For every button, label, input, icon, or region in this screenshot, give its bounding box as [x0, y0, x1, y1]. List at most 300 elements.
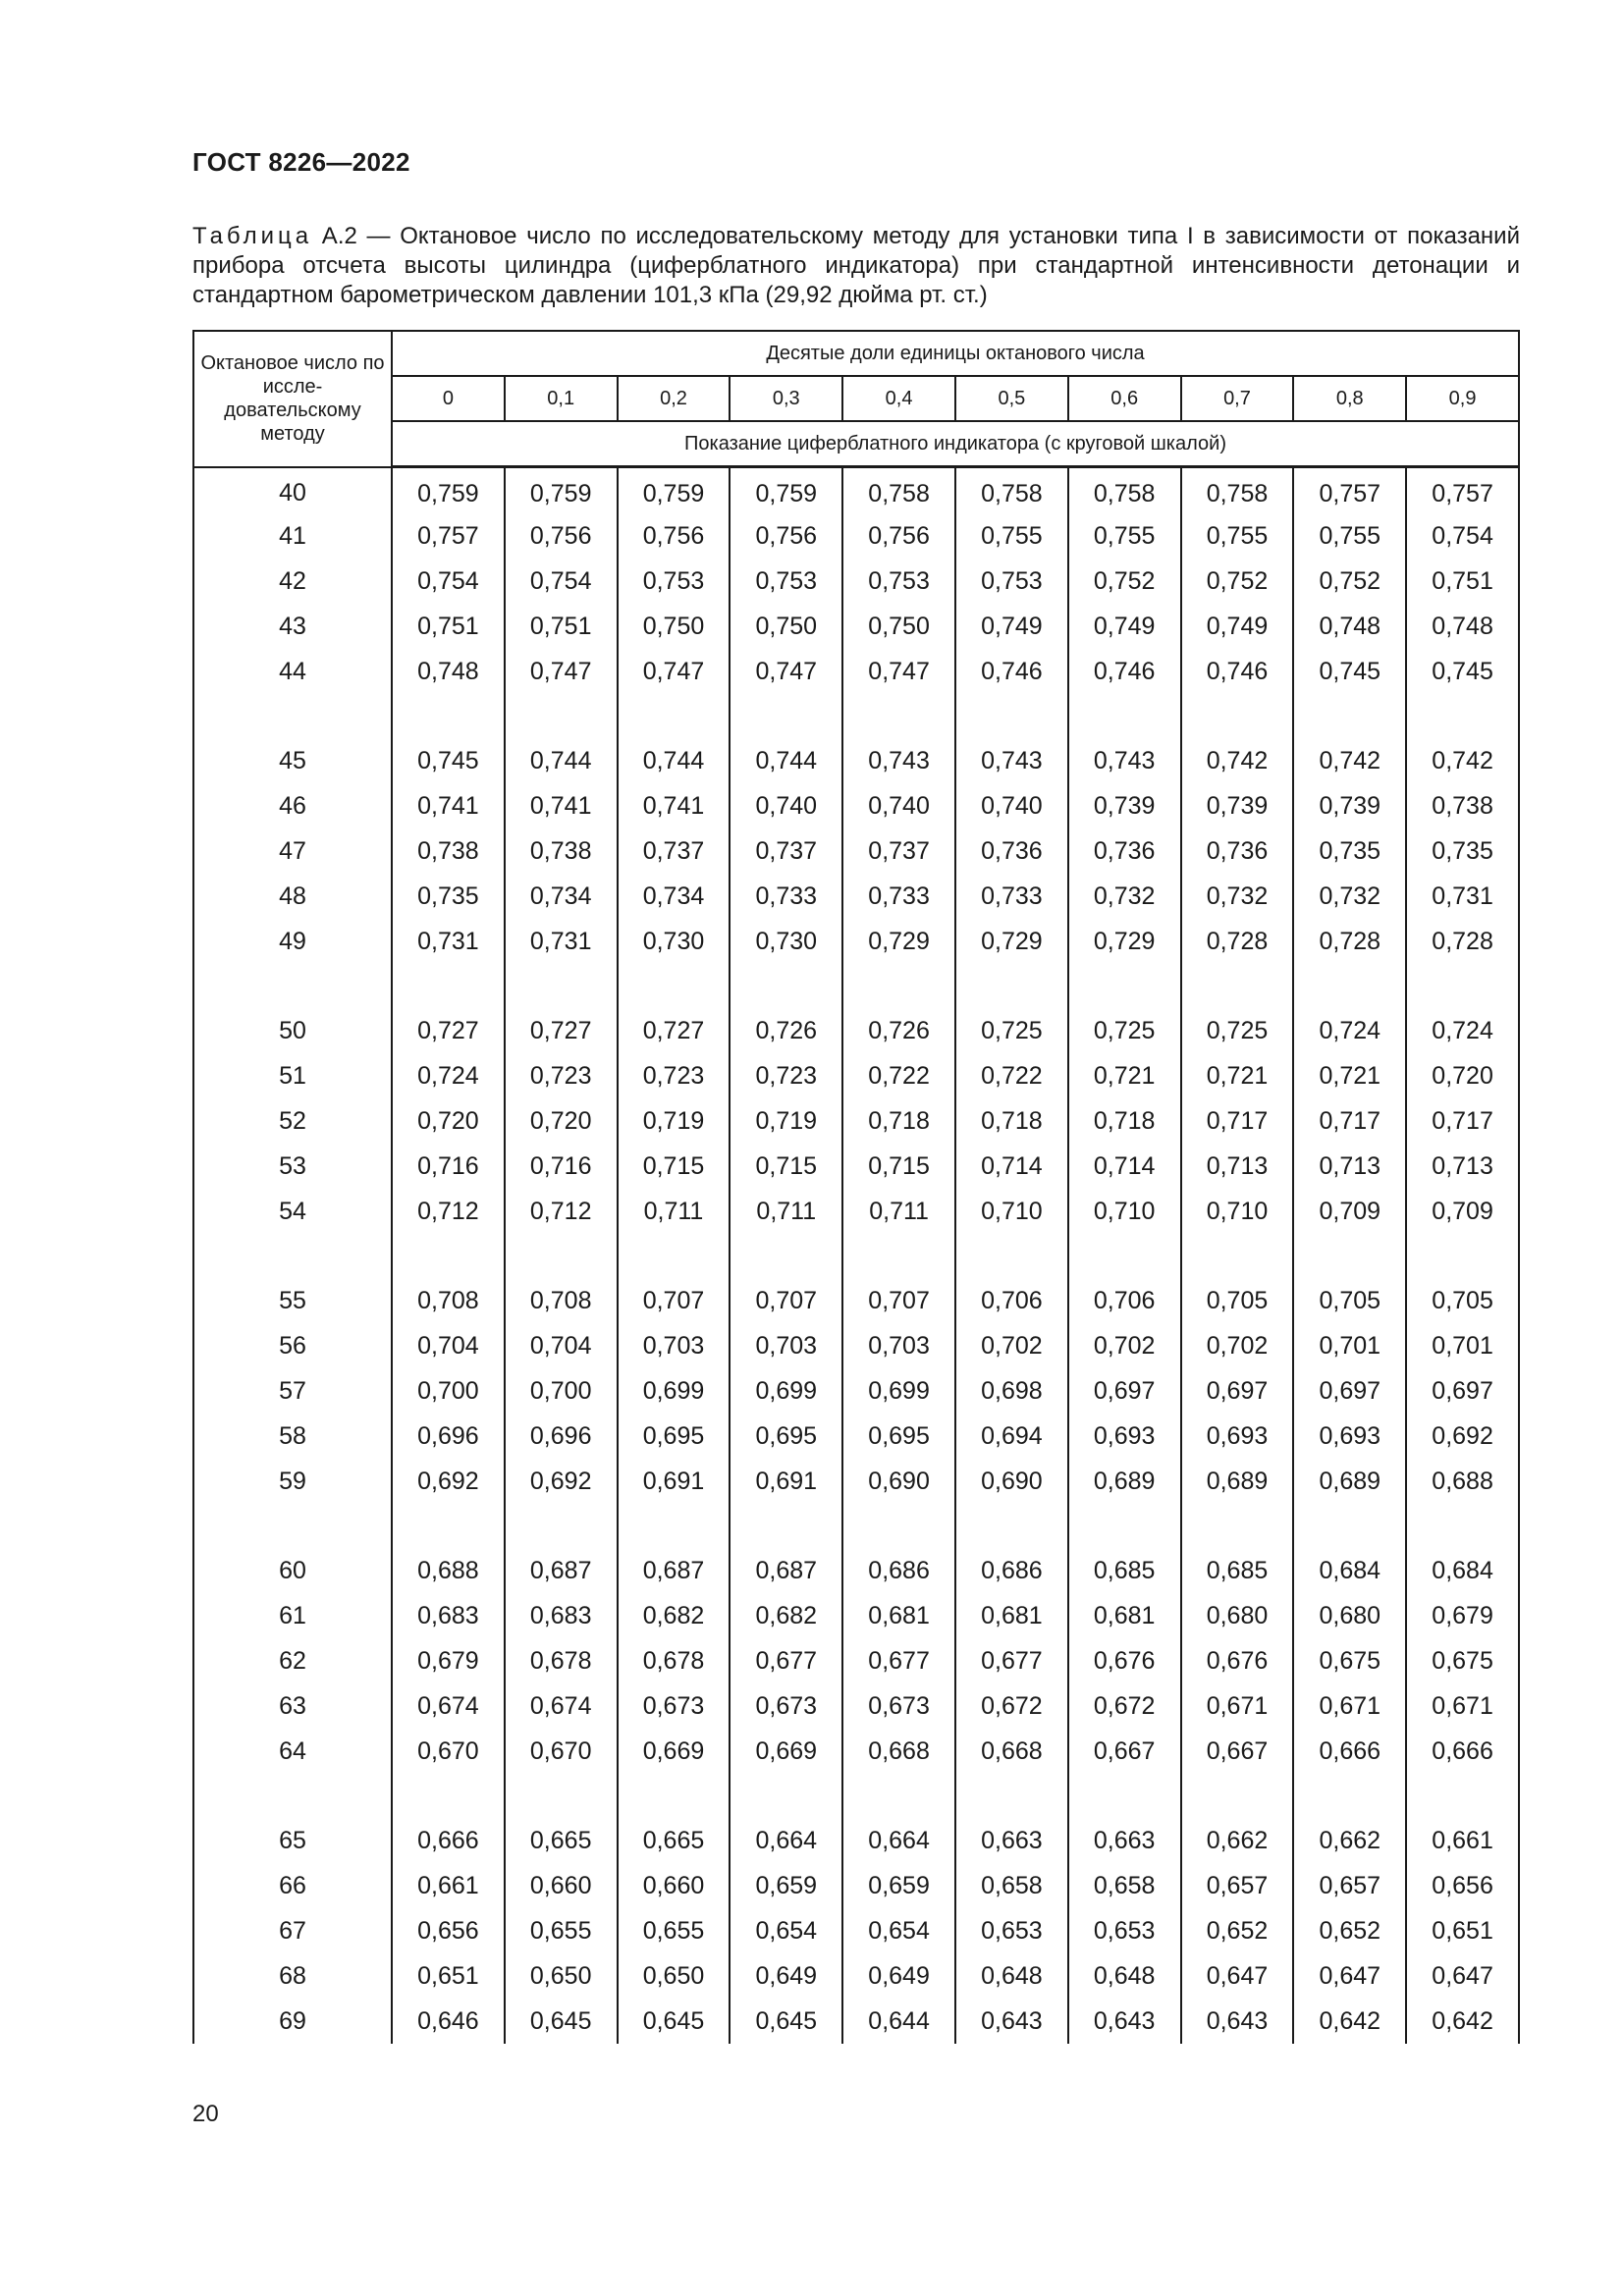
indicator-value-cell: 0,701	[1406, 1323, 1519, 1368]
octane-cell: 54	[193, 1189, 392, 1234]
indicator-value-cell: 0,736	[955, 828, 1068, 874]
indicator-value-cell: 0,680	[1181, 1593, 1294, 1638]
indicator-value-cell: 0,737	[618, 828, 731, 874]
indicator-value-cell: 0,728	[1181, 919, 1294, 964]
indicator-value-cell: 0,738	[505, 828, 618, 874]
indicator-value-cell: 0,733	[842, 874, 955, 919]
indicator-value-cell: 0,693	[1068, 1414, 1181, 1459]
indicator-value-cell: 0,747	[842, 649, 955, 694]
indicator-value-cell: 0,685	[1181, 1548, 1294, 1593]
octane-cell: 53	[193, 1144, 392, 1189]
indicator-value-cell: 0,758	[1181, 467, 1294, 514]
table-row	[193, 738, 1519, 783]
indicator-value-cell: 0,705	[1406, 1278, 1519, 1323]
spacer-cell	[955, 694, 1068, 738]
fraction-header-1: 0,1	[505, 376, 618, 421]
indicator-value-cell: 0,645	[730, 1999, 842, 2044]
indicator-value-cell: 0,741	[618, 783, 731, 828]
indicator-value-cell: 0,752	[1293, 559, 1406, 604]
indicator-value-cell: 0,645	[618, 1999, 731, 2044]
indicator-value-cell: 0,700	[392, 1368, 505, 1414]
indicator-value-cell: 0,703	[618, 1323, 731, 1368]
spacer-cell	[618, 1234, 731, 1278]
indicator-value-cell: 0,671	[1406, 1683, 1519, 1729]
octane-cell: 64	[193, 1729, 392, 1774]
indicator-value-cell: 0,729	[842, 919, 955, 964]
spacer-cell	[505, 1504, 618, 1548]
indicator-value-cell: 0,650	[505, 1953, 618, 1999]
indicator-value-cell: 0,692	[1406, 1414, 1519, 1459]
indicator-value-cell: 0,729	[955, 919, 1068, 964]
indicator-value-cell: 0,662	[1181, 1818, 1294, 1863]
indicator-value-cell: 0,704	[505, 1323, 618, 1368]
table-row	[193, 1863, 1519, 1908]
indicator-value-cell: 0,740	[955, 783, 1068, 828]
spacer-cell	[618, 1774, 731, 1818]
indicator-value-cell: 0,684	[1406, 1548, 1519, 1593]
indicator-value-cell: 0,757	[1406, 467, 1519, 514]
indicator-value-cell: 0,755	[955, 513, 1068, 559]
spacer-cell	[1068, 964, 1181, 1008]
indicator-value-cell: 0,674	[505, 1683, 618, 1729]
indicator-value-cell: 0,743	[842, 738, 955, 783]
indicator-value-cell: 0,675	[1406, 1638, 1519, 1683]
spacer-cell	[955, 964, 1068, 1008]
octane-cell: 47	[193, 828, 392, 874]
indicator-value-cell: 0,664	[730, 1818, 842, 1863]
indicator-value-cell: 0,735	[1406, 828, 1519, 874]
indicator-value-cell: 0,725	[1181, 1008, 1294, 1053]
indicator-value-cell: 0,743	[955, 738, 1068, 783]
indicator-value-cell: 0,667	[1068, 1729, 1181, 1774]
spacer-cell	[842, 1234, 955, 1278]
group-spacer	[193, 694, 1519, 738]
indicator-value-cell: 0,643	[955, 1999, 1068, 2044]
indicator-value-cell: 0,713	[1406, 1144, 1519, 1189]
octane-cell: 60	[193, 1548, 392, 1593]
indicator-value-cell: 0,702	[1181, 1323, 1294, 1368]
spacer-cell	[1068, 1774, 1181, 1818]
indicator-value-cell: 0,698	[955, 1368, 1068, 1414]
indicator-value-cell: 0,658	[955, 1863, 1068, 1908]
indicator-value-cell: 0,754	[505, 559, 618, 604]
fraction-header-row	[193, 376, 1519, 421]
indicator-value-cell: 0,692	[505, 1459, 618, 1504]
fraction-header-3: 0,3	[730, 376, 842, 421]
indicator-value-cell: 0,685	[1068, 1548, 1181, 1593]
table-row	[193, 1459, 1519, 1504]
indicator-value-cell: 0,738	[392, 828, 505, 874]
spacer-cell	[842, 964, 955, 1008]
indicator-value-cell: 0,678	[618, 1638, 731, 1683]
spacer-cell	[842, 1504, 955, 1548]
indicator-value-cell: 0,644	[842, 1999, 955, 2044]
octane-cell: 44	[193, 649, 392, 694]
indicator-value-cell: 0,699	[842, 1368, 955, 1414]
indicator-value-cell: 0,719	[618, 1098, 731, 1144]
octane-cell: 42	[193, 559, 392, 604]
table-row	[193, 874, 1519, 919]
indicator-value-cell: 0,724	[1293, 1008, 1406, 1053]
octane-cell: 63	[193, 1683, 392, 1729]
indicator-value-cell: 0,695	[618, 1414, 731, 1459]
indicator-value-cell: 0,690	[842, 1459, 955, 1504]
indicator-value-cell: 0,691	[618, 1459, 731, 1504]
indicator-value-cell: 0,666	[1406, 1729, 1519, 1774]
indicator-value-cell: 0,687	[730, 1548, 842, 1593]
spacer-cell	[1181, 964, 1294, 1008]
indicator-value-cell: 0,745	[1293, 649, 1406, 694]
indicator-value-cell: 0,672	[1068, 1683, 1181, 1729]
indicator-value-cell: 0,667	[1181, 1729, 1294, 1774]
indicator-value-cell: 0,727	[392, 1008, 505, 1053]
indicator-value-cell: 0,713	[1293, 1144, 1406, 1189]
indicator-value-cell: 0,674	[392, 1683, 505, 1729]
indicator-value-cell: 0,737	[842, 828, 955, 874]
spacer-cell	[193, 694, 392, 738]
spacer-cell	[730, 1774, 842, 1818]
indicator-value-cell: 0,752	[1181, 559, 1294, 604]
indicator-value-cell: 0,695	[730, 1414, 842, 1459]
indicator-value-cell: 0,759	[618, 467, 731, 514]
indicator-value-cell: 0,719	[730, 1098, 842, 1144]
spacer-cell	[1406, 1774, 1519, 1818]
indicator-value-cell: 0,742	[1406, 738, 1519, 783]
indicator-value-cell: 0,728	[1293, 919, 1406, 964]
table-row	[193, 1189, 1519, 1234]
indicator-value-cell: 0,756	[505, 513, 618, 559]
indicator-value-cell: 0,705	[1293, 1278, 1406, 1323]
indicator-value-cell: 0,747	[618, 649, 731, 694]
indicator-value-cell: 0,744	[505, 738, 618, 783]
indicator-value-cell: 0,661	[392, 1863, 505, 1908]
spacer-cell	[842, 694, 955, 738]
octane-cell: 61	[193, 1593, 392, 1638]
indicator-value-cell: 0,720	[1406, 1053, 1519, 1098]
table-row	[193, 1729, 1519, 1774]
indicator-value-cell: 0,650	[618, 1953, 731, 1999]
indicator-value-cell: 0,750	[730, 604, 842, 649]
indicator-value-cell: 0,745	[392, 738, 505, 783]
indicator-value-cell: 0,676	[1068, 1638, 1181, 1683]
indicator-value-cell: 0,758	[1068, 467, 1181, 514]
indicator-value-cell: 0,679	[1406, 1593, 1519, 1638]
octane-cell: 58	[193, 1414, 392, 1459]
table-row	[193, 1999, 1519, 2044]
indicator-value-cell: 0,702	[1068, 1323, 1181, 1368]
indicator-value-cell: 0,734	[505, 874, 618, 919]
indicator-value-cell: 0,697	[1293, 1368, 1406, 1414]
indicator-value-cell: 0,740	[842, 783, 955, 828]
indicator-value-cell: 0,731	[1406, 874, 1519, 919]
indicator-value-cell: 0,655	[618, 1908, 731, 1953]
indicator-value-cell: 0,718	[842, 1098, 955, 1144]
indicator-value-cell: 0,670	[505, 1729, 618, 1774]
indicator-value-cell: 0,749	[955, 604, 1068, 649]
indicator-value-cell: 0,673	[842, 1683, 955, 1729]
indicator-value-cell: 0,731	[505, 919, 618, 964]
indicator-value-cell: 0,699	[730, 1368, 842, 1414]
indicator-value-cell: 0,755	[1293, 513, 1406, 559]
table-row	[193, 1953, 1519, 1999]
indicator-value-cell: 0,679	[392, 1638, 505, 1683]
octane-cell: 50	[193, 1008, 392, 1053]
indicator-value-cell: 0,688	[392, 1548, 505, 1593]
indicator-value-cell: 0,697	[1068, 1368, 1181, 1414]
table-row	[193, 467, 1519, 514]
indicator-value-cell: 0,747	[730, 649, 842, 694]
indicator-value-cell: 0,651	[1406, 1908, 1519, 1953]
indicator-value-cell: 0,666	[392, 1818, 505, 1863]
indicator-value-cell: 0,662	[1293, 1818, 1406, 1863]
indicator-value-cell: 0,717	[1406, 1098, 1519, 1144]
spacer-cell	[193, 1774, 392, 1818]
indicator-value-cell: 0,717	[1293, 1098, 1406, 1144]
indicator-value-cell: 0,664	[842, 1818, 955, 1863]
table-row	[193, 1278, 1519, 1323]
indicator-value-cell: 0,703	[842, 1323, 955, 1368]
spacer-cell	[1181, 694, 1294, 738]
indicator-value-cell: 0,693	[1181, 1414, 1294, 1459]
indicator-value-cell: 0,705	[1181, 1278, 1294, 1323]
indicator-value-cell: 0,721	[1181, 1053, 1294, 1098]
indicator-value-cell: 0,671	[1293, 1683, 1406, 1729]
octane-cell: 66	[193, 1863, 392, 1908]
indicator-value-cell: 0,742	[1181, 738, 1294, 783]
indicator-value-cell: 0,691	[730, 1459, 842, 1504]
indicator-value-cell: 0,756	[842, 513, 955, 559]
indicator-value-cell: 0,721	[1293, 1053, 1406, 1098]
indicator-value-cell: 0,758	[842, 467, 955, 514]
indicator-value-cell: 0,747	[505, 649, 618, 694]
spacer-cell	[392, 694, 505, 738]
spacer-cell	[1293, 1774, 1406, 1818]
indicator-value-cell: 0,732	[1181, 874, 1294, 919]
indicator-value-cell: 0,678	[505, 1638, 618, 1683]
spacer-cell	[1406, 1234, 1519, 1278]
group-spacer	[193, 964, 1519, 1008]
indicator-value-cell: 0,755	[1181, 513, 1294, 559]
indicator-value-cell: 0,680	[1293, 1593, 1406, 1638]
spacer-cell	[1181, 1774, 1294, 1818]
indicator-value-cell: 0,759	[505, 467, 618, 514]
indicator-value-cell: 0,689	[1068, 1459, 1181, 1504]
indicator-value-cell: 0,711	[730, 1189, 842, 1234]
indicator-value-cell: 0,668	[955, 1729, 1068, 1774]
indicator-value-cell: 0,661	[1406, 1818, 1519, 1863]
spacer-cell	[618, 694, 731, 738]
spacer-cell	[1406, 1504, 1519, 1548]
indicator-value-cell: 0,647	[1181, 1953, 1294, 1999]
spacer-cell	[1293, 964, 1406, 1008]
indicator-value-cell: 0,655	[505, 1908, 618, 1953]
octane-cell: 69	[193, 1999, 392, 2044]
indicator-value-cell: 0,656	[392, 1908, 505, 1953]
indicator-value-cell: 0,714	[955, 1144, 1068, 1189]
spacer-cell	[392, 1504, 505, 1548]
group-spacer	[193, 1234, 1519, 1278]
indicator-value-cell: 0,714	[1068, 1144, 1181, 1189]
spacer-cell	[1068, 694, 1181, 738]
indicator-value-cell: 0,660	[505, 1863, 618, 1908]
indicator-value-cell: 0,746	[1181, 649, 1294, 694]
indicator-value-cell: 0,693	[1293, 1414, 1406, 1459]
indicator-value-cell: 0,652	[1181, 1908, 1294, 1953]
indicator-value-cell: 0,656	[1406, 1863, 1519, 1908]
indicator-value-cell: 0,753	[842, 559, 955, 604]
indicator-value-cell: 0,728	[1406, 919, 1519, 964]
indicator-value-cell: 0,751	[505, 604, 618, 649]
indicator-value-cell: 0,746	[955, 649, 1068, 694]
indicator-value-cell: 0,756	[730, 513, 842, 559]
indicator-value-cell: 0,759	[730, 467, 842, 514]
indicator-value-cell: 0,659	[842, 1863, 955, 1908]
octane-cell: 45	[193, 738, 392, 783]
indicator-value-cell: 0,677	[842, 1638, 955, 1683]
indicator-value-cell: 0,759	[392, 467, 505, 514]
indicator-value-cell: 0,718	[1068, 1098, 1181, 1144]
spacer-cell	[955, 1504, 1068, 1548]
indicator-value-cell: 0,681	[842, 1593, 955, 1638]
octane-cell: 40	[193, 467, 392, 514]
indicator-value-cell: 0,739	[1068, 783, 1181, 828]
spacer-cell	[618, 1504, 731, 1548]
indicator-value-cell: 0,649	[842, 1953, 955, 1999]
fraction-header-2: 0,2	[618, 376, 731, 421]
indicator-value-cell: 0,709	[1293, 1189, 1406, 1234]
indicator-value-cell: 0,695	[842, 1414, 955, 1459]
spacer-cell	[505, 964, 618, 1008]
table-row	[193, 1908, 1519, 1953]
indicator-value-cell: 0,703	[730, 1323, 842, 1368]
indicator-value-cell: 0,642	[1406, 1999, 1519, 2044]
indicator-value-cell: 0,725	[955, 1008, 1068, 1053]
table-row	[193, 559, 1519, 604]
indicator-value-cell: 0,749	[1068, 604, 1181, 649]
indicator-value-cell: 0,697	[1406, 1368, 1519, 1414]
indicator-value-cell: 0,692	[392, 1459, 505, 1504]
fraction-header-6: 0,6	[1068, 376, 1181, 421]
indicator-value-cell: 0,665	[618, 1818, 731, 1863]
indicator-value-cell: 0,683	[505, 1593, 618, 1638]
table-row	[193, 1323, 1519, 1368]
group-spacer	[193, 1504, 1519, 1548]
indicator-value-cell: 0,758	[955, 467, 1068, 514]
indicator-value-cell: 0,700	[505, 1368, 618, 1414]
indicator-value-cell: 0,681	[1068, 1593, 1181, 1638]
fraction-header-8: 0,8	[1293, 376, 1406, 421]
indicator-value-cell: 0,688	[1406, 1459, 1519, 1504]
indicator-value-cell: 0,729	[1068, 919, 1181, 964]
indicator-value-cell: 0,723	[618, 1053, 731, 1098]
spacer-cell	[193, 964, 392, 1008]
spacer-cell	[1068, 1234, 1181, 1278]
indicator-value-cell: 0,711	[618, 1189, 731, 1234]
indicator-header: Показание циферблатного индикатора (с круговой шкалой)	[392, 421, 1519, 467]
spacer-cell	[193, 1234, 392, 1278]
indicator-value-cell: 0,708	[392, 1278, 505, 1323]
spacer-cell	[1068, 1504, 1181, 1548]
indicator-value-cell: 0,677	[955, 1638, 1068, 1683]
indicator-value-cell: 0,687	[505, 1548, 618, 1593]
indicator-value-cell: 0,653	[1068, 1908, 1181, 1953]
indicator-value-cell: 0,682	[618, 1593, 731, 1638]
table-row	[193, 1638, 1519, 1683]
indicator-value-cell: 0,725	[1068, 1008, 1181, 1053]
indicator-value-cell: 0,715	[842, 1144, 955, 1189]
spacer-cell	[1406, 694, 1519, 738]
octane-cell: 52	[193, 1098, 392, 1144]
indicator-value-cell: 0,723	[730, 1053, 842, 1098]
indicator-value-cell: 0,750	[842, 604, 955, 649]
octane-cell: 55	[193, 1278, 392, 1323]
indicator-value-cell: 0,707	[842, 1278, 955, 1323]
spacer-cell	[842, 1774, 955, 1818]
spacer-cell	[193, 1504, 392, 1548]
indicator-value-cell: 0,748	[1406, 604, 1519, 649]
indicator-value-cell: 0,654	[842, 1908, 955, 1953]
indicator-value-cell: 0,706	[955, 1278, 1068, 1323]
octane-cell: 48	[193, 874, 392, 919]
octane-table	[192, 330, 1520, 2044]
indicator-value-cell: 0,739	[1293, 783, 1406, 828]
spacer-cell	[730, 964, 842, 1008]
indicator-value-cell: 0,654	[730, 1908, 842, 1953]
document-header: ГОСТ 8226—2022	[192, 147, 410, 177]
spacer-cell	[730, 1504, 842, 1548]
indicator-value-cell: 0,711	[842, 1189, 955, 1234]
spacer-cell	[505, 694, 618, 738]
indicator-value-cell: 0,671	[1181, 1683, 1294, 1729]
indicator-value-cell: 0,732	[1068, 874, 1181, 919]
indicator-value-cell: 0,706	[1068, 1278, 1181, 1323]
indicator-value-cell: 0,704	[392, 1323, 505, 1368]
tenths-header: Десятые доли единицы октанового числа	[392, 331, 1519, 376]
octane-cell: 46	[193, 783, 392, 828]
indicator-value-cell: 0,739	[1181, 783, 1294, 828]
indicator-value-cell: 0,722	[842, 1053, 955, 1098]
spacer-cell	[392, 964, 505, 1008]
spacer-cell	[505, 1234, 618, 1278]
indicator-value-cell: 0,715	[618, 1144, 731, 1189]
spacer-cell	[955, 1234, 1068, 1278]
indicator-value-cell: 0,707	[618, 1278, 731, 1323]
indicator-value-cell: 0,751	[392, 604, 505, 649]
table-row	[193, 513, 1519, 559]
octane-cell: 65	[193, 1818, 392, 1863]
indicator-value-cell: 0,756	[618, 513, 731, 559]
indicator-value-cell: 0,745	[1406, 649, 1519, 694]
indicator-value-cell: 0,751	[1406, 559, 1519, 604]
spacer-cell	[1181, 1504, 1294, 1548]
indicator-value-cell: 0,727	[505, 1008, 618, 1053]
indicator-value-cell: 0,659	[730, 1863, 842, 1908]
indicator-value-cell: 0,647	[1293, 1953, 1406, 1999]
indicator-value-cell: 0,672	[955, 1683, 1068, 1729]
fraction-header-0: 0	[392, 376, 505, 421]
indicator-value-cell: 0,715	[730, 1144, 842, 1189]
indicator-value-cell: 0,740	[730, 783, 842, 828]
indicator-value-cell: 0,658	[1068, 1863, 1181, 1908]
indicator-value-cell: 0,677	[730, 1638, 842, 1683]
indicator-value-cell: 0,727	[618, 1008, 731, 1053]
table-row	[193, 1098, 1519, 1144]
table-body	[193, 467, 1519, 2045]
indicator-value-cell: 0,744	[730, 738, 842, 783]
spacer-cell	[392, 1234, 505, 1278]
indicator-value-cell: 0,675	[1293, 1638, 1406, 1683]
indicator-value-cell: 0,651	[392, 1953, 505, 1999]
